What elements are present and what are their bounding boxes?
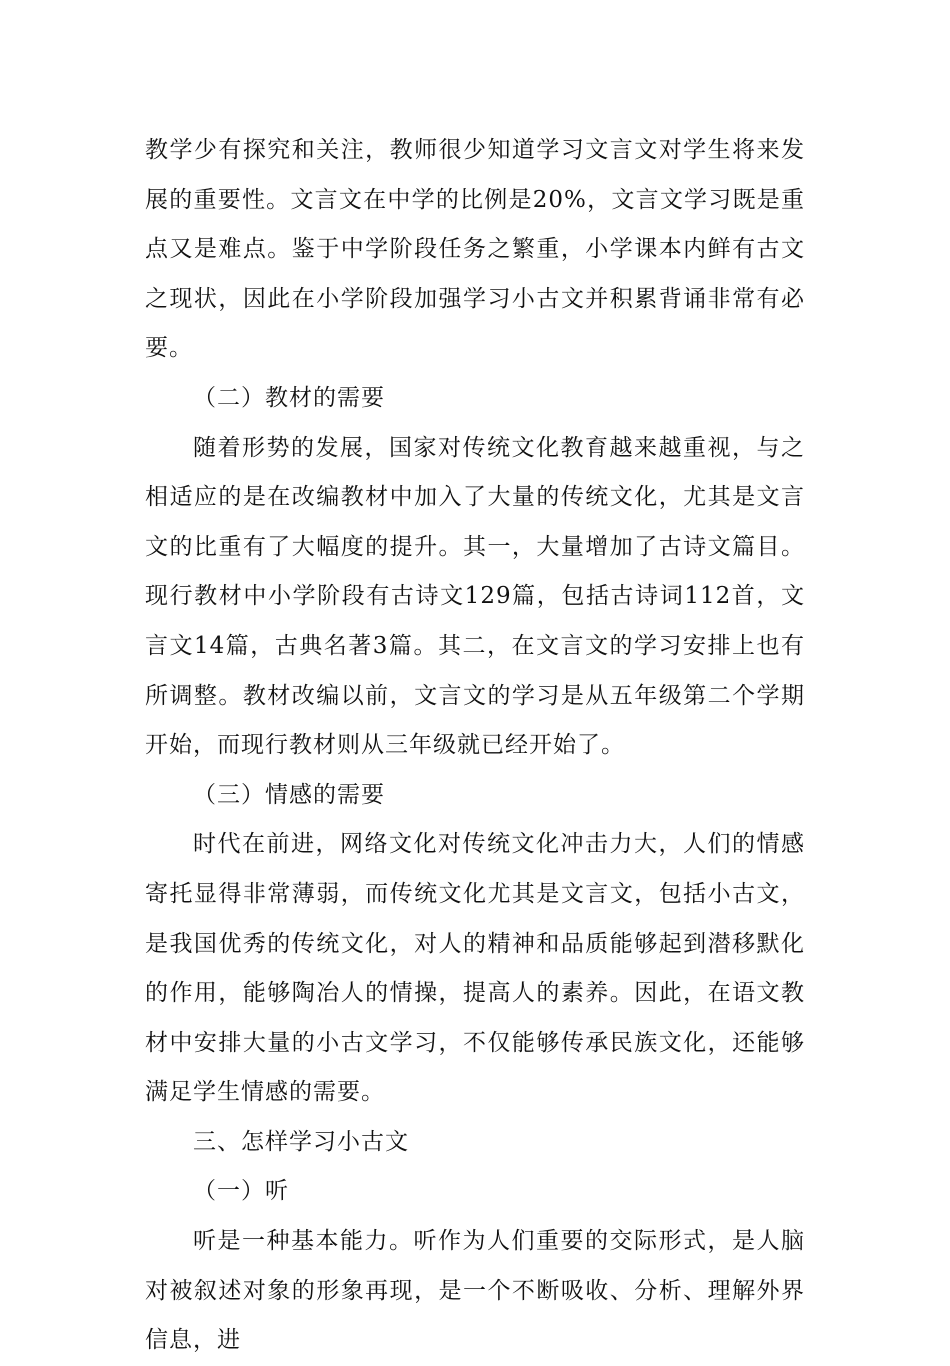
document-body xyxy=(145,126,805,1366)
paragraph-textbook-need: 随着形势的发展，国家对传统文化教育越来越重视，与之相适应的是在改编教材中加入了大量的传统文化，尤其是文言文的比重有了大幅度的提升。其一，大量增加了古诗文篇目。现行教材中小学阶段有古诗文129篇，包括古诗词112首，文言文14篇，古典名著3篇。其二，在文言文的学习安排上也有所调整。教材改编以前，文言文的学习是从五年级第二个学期开始，而现行教材则从三年级就已经开始了。 xyxy=(145,434,805,759)
subheading-emotional-need: （三）情感的需要 xyxy=(193,781,385,808)
section-heading-how-to-learn: 三、怎样学习小古文 xyxy=(193,1128,409,1155)
subheading-textbook-need: （二）教材的需要 xyxy=(193,384,385,411)
paragraph-continuation: 教学少有探究和关注，教师很少知道学习文言文对学生将来发展的重要性。文言文在中学的比例是20%，文言文学习既是重点又是难点。鉴于中学阶段任务之繁重，小学课本内鲜有古文之现状，因此在小学阶段加强学习小古文并积累背诵非常有必要。 xyxy=(145,137,805,362)
paragraph-emotional-need: 时代在前进，网络文化对传统文化冲击力大，人们的情感寄托显得非常薄弱，而传统文化尤其是文言文，包括小古文，是我国优秀的传统文化，对人的精神和品质能够起到潜移默化的作用，能够陶冶人的情操，提高人的素养。因此，在语文教材中安排大量的小古文学习，不仅能够传承民族文化，还能够满足学生情感的需要。 xyxy=(145,831,805,1106)
subheading-listening: （一）听 xyxy=(193,1178,289,1205)
paragraph-listening: 听是一种基本能力。听作为人们重要的交际形式，是人脑对被叙述对象的形象再现，是一个不断吸收、分析、理解外界信息，进 xyxy=(145,1228,805,1354)
